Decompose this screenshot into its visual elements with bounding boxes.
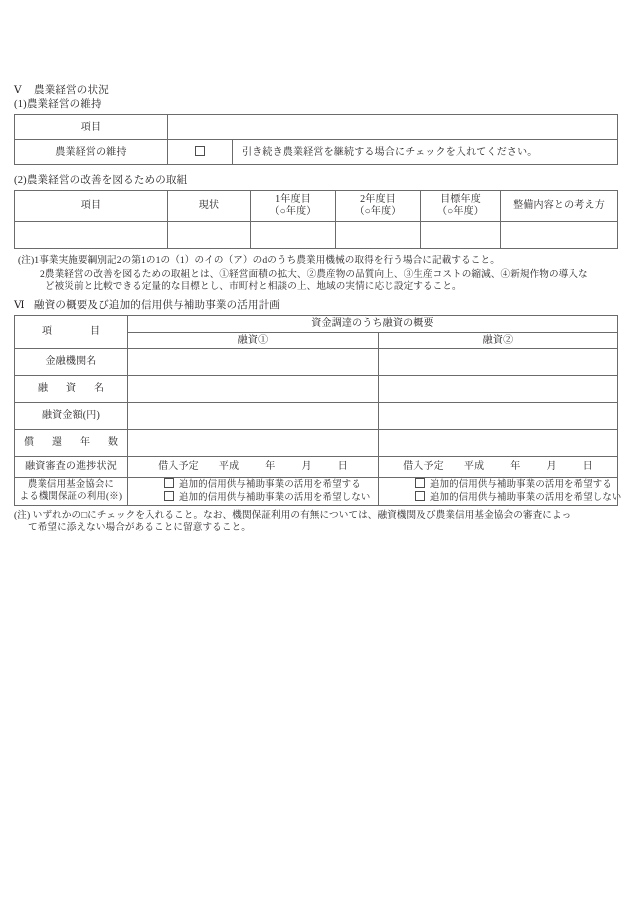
- progress-day-unit-loan2: 日: [582, 461, 593, 472]
- cell-repayment-loan2[interactable]: [379, 429, 618, 456]
- cell-current-value[interactable]: [168, 222, 251, 249]
- header-year1-line2: （○年度）: [269, 206, 317, 217]
- cell-progress-loan2[interactable]: [379, 456, 618, 477]
- progress-prefix-loan1: 借入予定: [158, 461, 199, 472]
- guarantee-label-line2: よる機関保証の利用(※): [19, 492, 123, 502]
- header-cell-loan-1: 融資①: [128, 332, 379, 348]
- cell-institution-loan1[interactable]: [128, 348, 379, 375]
- maintenance-checkbox-cell[interactable]: [168, 140, 233, 165]
- guarantee-option-yes-loan2[interactable]: [379, 478, 617, 492]
- subsection-v1-heading: (1)農業経営の維持: [14, 99, 102, 110]
- guarantee-option-yes-loan1[interactable]: [128, 478, 378, 492]
- progress-month-unit-loan2: 月: [546, 461, 557, 472]
- table-row-loan-name: [15, 375, 618, 402]
- section-v-title: 農業経営の状況: [34, 85, 109, 96]
- cell-repayment-loan1[interactable]: [128, 429, 379, 456]
- section-vi-title: 融資の概要及び追加的信用供与補助事業の活用計画: [34, 299, 281, 311]
- header-cell-funding-group: 資金調達のうち融資の概要: [128, 315, 618, 332]
- checkbox-unchecked-icon[interactable]: [195, 146, 205, 156]
- header-cell-year2: [336, 191, 421, 222]
- subsection-v2-heading: (2)農業経営の改善を図るための取組: [14, 175, 188, 186]
- progress-day-unit-loan1: 日: [337, 461, 348, 472]
- final-note-line-1: (注) いずれかの□にチェックを入れること。なお、機関保証利用の有無については、融資機関及び農業信用基金協会の審査によっ: [14, 509, 572, 521]
- header-cell-loan-2: 融資②: [379, 332, 618, 348]
- table-row: [15, 140, 618, 165]
- cell-plan-value[interactable]: [501, 222, 618, 249]
- improvement-table: [14, 190, 618, 249]
- row-label-review-progress: 融資審査の進捗状況: [15, 456, 128, 477]
- table-row-guarantee: [15, 477, 618, 505]
- guarantee-option-no-label-loan2: 追加的信用供与補助事業の活用を希望しない: [430, 493, 622, 503]
- progress-year-unit-loan2: 年: [510, 461, 521, 472]
- table-row-repayment-years: [15, 429, 618, 456]
- cell-year1-value[interactable]: [251, 222, 336, 249]
- progress-month-unit-loan1: 月: [301, 461, 312, 472]
- row-label-guarantee: [15, 477, 128, 505]
- header-cell-target-year: [421, 191, 501, 222]
- table-row: [15, 222, 618, 249]
- cell-guarantee-loan1: [128, 477, 379, 505]
- table-header-row: [15, 191, 618, 222]
- header-year1-line1: 1年度目: [275, 194, 311, 205]
- checkbox-unchecked-icon[interactable]: [164, 491, 174, 501]
- table-row-institution: [15, 348, 618, 375]
- checkbox-unchecked-icon[interactable]: [164, 478, 174, 488]
- progress-prefix-loan2: 借入予定: [403, 461, 444, 472]
- header-target-line1: 目標年度: [440, 194, 481, 205]
- cell-loan-name-loan2[interactable]: [379, 375, 618, 402]
- table-header-row-group: [15, 315, 618, 332]
- table-row-loan-amount: [15, 402, 618, 429]
- header-cell-year1: [251, 191, 336, 222]
- section-v-numeral: Ⅴ: [14, 85, 22, 96]
- maintenance-table: [14, 114, 618, 165]
- guarantee-option-yes-label-loan2: 追加的信用供与補助事業の活用を希望する: [430, 479, 612, 490]
- loan-summary-table: [14, 315, 622, 506]
- note-1-text: 事業実施要綱別記2の第1の1の（1）のイの（ア）のdのうち農業用機械の取得を行う場合に記載すること。: [39, 255, 500, 266]
- table-header-row: [15, 115, 618, 140]
- row-label-loan-name: 融 資 名: [15, 375, 128, 402]
- guarantee-label-line1: 農業信用基金協会に: [27, 479, 115, 490]
- note-item-2: [14, 269, 618, 294]
- cell-loan-name-loan1[interactable]: [128, 375, 379, 402]
- note-2-line-2: ど被災前と比較できる定量的な目標とし、市町村と相談の上、地域の実情に応じ設定すること。: [44, 281, 462, 292]
- table-row-review-progress: [15, 456, 618, 477]
- progress-year-unit-loan1: 年: [265, 461, 276, 472]
- cell-target-value[interactable]: [421, 222, 501, 249]
- progress-era-loan1: 平成: [218, 461, 240, 472]
- row-label-loan-amount: 融資金額(円): [15, 402, 128, 429]
- header-cell-current: 現状: [168, 191, 251, 222]
- checkbox-unchecked-icon[interactable]: [415, 491, 425, 501]
- checkbox-unchecked-icon[interactable]: [415, 478, 425, 488]
- section-v-heading: [14, 84, 618, 97]
- header-cell-merged: [168, 115, 618, 140]
- header-cell-item: 項目: [15, 191, 168, 222]
- section-vi-numeral: Ⅵ: [14, 299, 25, 311]
- section-vi-note: [14, 510, 618, 535]
- cell-progress-loan1[interactable]: [128, 456, 379, 477]
- header-year2-line1: 2年度目: [360, 194, 396, 205]
- progress-era-loan2: 平成: [463, 461, 485, 472]
- guarantee-option-no-label-loan1: 追加的信用供与補助事業の活用を希望しない: [179, 493, 371, 503]
- note-item-1: [14, 255, 618, 268]
- note-2-line-1: 農業経営の改善を図るための取組とは、①経営面積の拡大、②農産物の品質向上、③生産コストの縮減、④新規作物の導入な: [44, 268, 588, 280]
- header-target-line2: （○年度）: [436, 206, 485, 217]
- row-label-repayment-years: 償 還 年 数: [15, 429, 128, 456]
- section-vi-heading: [14, 299, 618, 312]
- section-v-notes: [14, 255, 618, 294]
- row-label-institution: 金融機関名: [15, 348, 128, 375]
- guarantee-option-no-loan1[interactable]: [128, 491, 378, 505]
- guarantee-option-yes-label-loan1: 追加的信用供与補助事業の活用を希望する: [179, 479, 361, 490]
- cell-year2-value[interactable]: [336, 222, 421, 249]
- cell-institution-loan2[interactable]: [379, 348, 618, 375]
- cell-loan-amount-loan1[interactable]: [128, 402, 379, 429]
- header-cell-plan-concept: 整備内容との考え方: [501, 191, 618, 222]
- header-year2-line2: （○年度）: [354, 206, 402, 217]
- row-label-maintenance: 農業経営の維持: [15, 140, 168, 165]
- note-2-marker: 2: [40, 268, 45, 280]
- final-note-line-2: て希望に添えない場合があることに留意すること。: [28, 522, 251, 533]
- header-cell-item: 項 目: [15, 315, 128, 348]
- note-2-text: [45, 269, 618, 294]
- maintenance-description: 引き続き農業経営を継続する場合にチェックを入れてください。: [233, 140, 618, 165]
- cell-loan-amount-loan2[interactable]: [379, 402, 618, 429]
- cell-item-value[interactable]: [15, 222, 168, 249]
- cell-guarantee-loan2: [379, 477, 622, 505]
- guarantee-option-no-loan2[interactable]: [379, 491, 622, 505]
- header-cell-item: 項目: [15, 115, 168, 140]
- note-1-marker: (注)1: [18, 255, 40, 266]
